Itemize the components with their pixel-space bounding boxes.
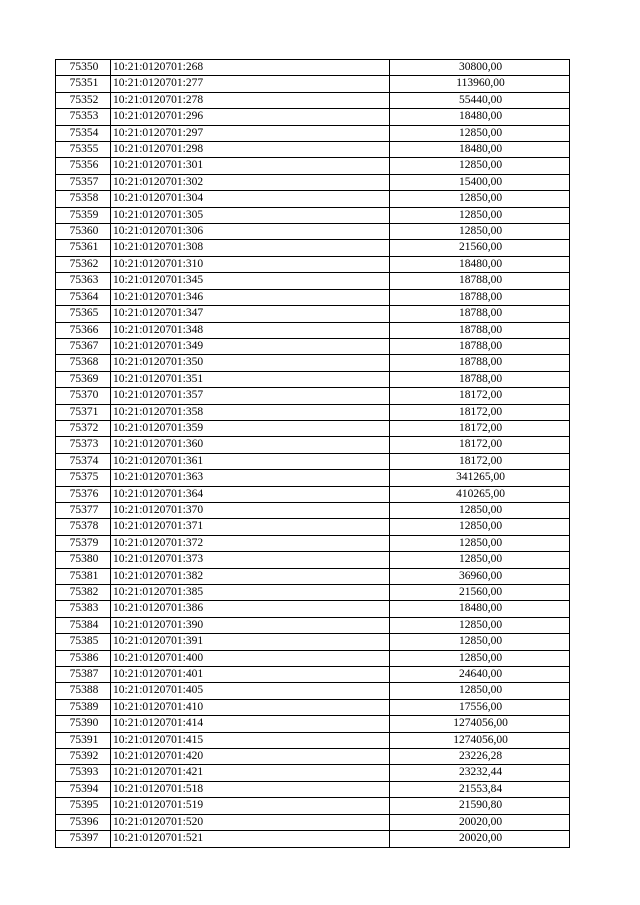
table-row <box>56 568 570 584</box>
row-number-cell: 75353 <box>56 109 111 125</box>
table-row <box>56 207 570 223</box>
cadastral-number-cell: 10:21:0120701:390 <box>111 617 390 633</box>
row-number-cell: 75377 <box>56 502 111 518</box>
cadastral-number-cell: 10:21:0120701:268 <box>111 60 390 76</box>
cadastral-value-cell: 12850,00 <box>390 191 570 207</box>
table-row <box>56 798 570 814</box>
cadastral-number-cell: 10:21:0120701:363 <box>111 470 390 486</box>
table-row <box>56 831 570 847</box>
cadastral-number-cell: 10:21:0120701:518 <box>111 781 390 797</box>
cadastral-number-cell: 10:21:0120701:345 <box>111 273 390 289</box>
table-row <box>56 371 570 387</box>
cadastral-value-cell: 12850,00 <box>390 158 570 174</box>
table-row <box>56 814 570 830</box>
row-number-cell: 75384 <box>56 617 111 633</box>
table-row <box>56 749 570 765</box>
row-number-cell: 75387 <box>56 667 111 683</box>
row-number-cell: 75394 <box>56 781 111 797</box>
table-row <box>56 502 570 518</box>
cadastral-number-cell: 10:21:0120701:373 <box>111 552 390 568</box>
row-number-cell: 75357 <box>56 174 111 190</box>
cadastral-number-cell: 10:21:0120701:372 <box>111 535 390 551</box>
cadastral-number-cell: 10:21:0120701:410 <box>111 699 390 715</box>
row-number-cell: 75393 <box>56 765 111 781</box>
table-row <box>56 437 570 453</box>
cadastral-value-cell: 113960,00 <box>390 76 570 92</box>
cadastral-number-cell: 10:21:0120701:520 <box>111 814 390 830</box>
table-body <box>56 60 570 848</box>
table-row <box>56 191 570 207</box>
row-number-cell: 75388 <box>56 683 111 699</box>
table-row <box>56 355 570 371</box>
cadastral-value-cell: 341265,00 <box>390 470 570 486</box>
cadastral-value-cell: 15400,00 <box>390 174 570 190</box>
table-row <box>56 765 570 781</box>
cadastral-value-cell: 18788,00 <box>390 273 570 289</box>
table-row <box>56 289 570 305</box>
table-row <box>56 617 570 633</box>
row-number-cell: 75356 <box>56 158 111 174</box>
cadastral-number-cell: 10:21:0120701:277 <box>111 76 390 92</box>
row-number-cell: 75355 <box>56 142 111 158</box>
row-number-cell: 75370 <box>56 388 111 404</box>
row-number-cell: 75373 <box>56 437 111 453</box>
row-number-cell: 75359 <box>56 207 111 223</box>
cadastral-number-cell: 10:21:0120701:519 <box>111 798 390 814</box>
cadastral-number-cell: 10:21:0120701:348 <box>111 322 390 338</box>
cadastral-value-cell: 18172,00 <box>390 420 570 436</box>
table-row <box>56 158 570 174</box>
cadastral-number-cell: 10:21:0120701:278 <box>111 92 390 108</box>
cadastral-number-cell: 10:21:0120701:302 <box>111 174 390 190</box>
cadastral-number-cell: 10:21:0120701:304 <box>111 191 390 207</box>
cadastral-value-cell: 18788,00 <box>390 289 570 305</box>
cadastral-value-cell: 18480,00 <box>390 109 570 125</box>
cadastral-value-cell: 12850,00 <box>390 552 570 568</box>
cadastral-number-cell: 10:21:0120701:305 <box>111 207 390 223</box>
table-row <box>56 716 570 732</box>
cadastral-number-cell: 10:21:0120701:297 <box>111 125 390 141</box>
cadastral-number-cell: 10:21:0120701:364 <box>111 486 390 502</box>
cadastral-number-cell: 10:21:0120701:371 <box>111 519 390 535</box>
cadastral-value-cell: 23232,44 <box>390 765 570 781</box>
cadastral-value-cell: 1274056,00 <box>390 732 570 748</box>
cadastral-number-cell: 10:21:0120701:370 <box>111 502 390 518</box>
cadastral-number-cell: 10:21:0120701:521 <box>111 831 390 847</box>
table-row <box>56 256 570 272</box>
cadastral-number-cell: 10:21:0120701:349 <box>111 338 390 354</box>
cadastral-number-cell: 10:21:0120701:421 <box>111 765 390 781</box>
cadastral-value-cell: 12850,00 <box>390 502 570 518</box>
cadastral-value-cell: 21553,84 <box>390 781 570 797</box>
cadastral-value-cell: 410265,00 <box>390 486 570 502</box>
row-number-cell: 75374 <box>56 453 111 469</box>
row-number-cell: 75361 <box>56 240 111 256</box>
cadastral-value-cell: 18172,00 <box>390 404 570 420</box>
cadastral-number-cell: 10:21:0120701:405 <box>111 683 390 699</box>
cadastral-number-cell: 10:21:0120701:385 <box>111 585 390 601</box>
table-row <box>56 338 570 354</box>
table-row <box>56 306 570 322</box>
row-number-cell: 75358 <box>56 191 111 207</box>
row-number-cell: 75354 <box>56 125 111 141</box>
cadastral-number-cell: 10:21:0120701:386 <box>111 601 390 617</box>
row-number-cell: 75382 <box>56 585 111 601</box>
cadastral-number-cell: 10:21:0120701:358 <box>111 404 390 420</box>
row-number-cell: 75385 <box>56 634 111 650</box>
cadastral-value-cell: 23226,28 <box>390 749 570 765</box>
table-row <box>56 174 570 190</box>
table-row <box>56 322 570 338</box>
table-row <box>56 388 570 404</box>
cadastral-value-cell: 18788,00 <box>390 338 570 354</box>
row-number-cell: 75380 <box>56 552 111 568</box>
row-number-cell: 75379 <box>56 535 111 551</box>
cadastral-value-cell: 30800,00 <box>390 60 570 76</box>
table-row <box>56 519 570 535</box>
table-row <box>56 585 570 601</box>
cadastral-number-cell: 10:21:0120701:360 <box>111 437 390 453</box>
table-row <box>56 634 570 650</box>
table-row <box>56 142 570 158</box>
row-number-cell: 75375 <box>56 470 111 486</box>
table-row <box>56 109 570 125</box>
table-row <box>56 535 570 551</box>
cadastral-value-cell: 12850,00 <box>390 617 570 633</box>
cadastral-number-cell: 10:21:0120701:357 <box>111 388 390 404</box>
cadastral-number-cell: 10:21:0120701:359 <box>111 420 390 436</box>
row-number-cell: 75350 <box>56 60 111 76</box>
table-row <box>56 699 570 715</box>
cadastral-value-cell: 12850,00 <box>390 125 570 141</box>
cadastral-value-cell: 18480,00 <box>390 256 570 272</box>
cadastral-value-cell: 12850,00 <box>390 650 570 666</box>
row-number-cell: 75392 <box>56 749 111 765</box>
cadastral-value-cell: 20020,00 <box>390 831 570 847</box>
cadastral-value-cell: 18788,00 <box>390 355 570 371</box>
table-row <box>56 240 570 256</box>
row-number-cell: 75376 <box>56 486 111 502</box>
cadastral-value-cell: 18480,00 <box>390 601 570 617</box>
row-number-cell: 75395 <box>56 798 111 814</box>
cadastral-number-cell: 10:21:0120701:350 <box>111 355 390 371</box>
row-number-cell: 75396 <box>56 814 111 830</box>
row-number-cell: 75381 <box>56 568 111 584</box>
row-number-cell: 75390 <box>56 716 111 732</box>
cadastral-number-cell: 10:21:0120701:351 <box>111 371 390 387</box>
cadastral-value-cell: 18480,00 <box>390 142 570 158</box>
table-row <box>56 273 570 289</box>
cadastral-value-cell: 20020,00 <box>390 814 570 830</box>
row-number-cell: 75363 <box>56 273 111 289</box>
row-number-cell: 75391 <box>56 732 111 748</box>
row-number-cell: 75368 <box>56 355 111 371</box>
cadastral-value-cell: 36960,00 <box>390 568 570 584</box>
cadastral-number-cell: 10:21:0120701:301 <box>111 158 390 174</box>
cadastral-number-cell: 10:21:0120701:414 <box>111 716 390 732</box>
cadastral-value-cell: 12850,00 <box>390 535 570 551</box>
cadastral-value-cell: 18788,00 <box>390 322 570 338</box>
row-number-cell: 75351 <box>56 76 111 92</box>
cadastral-value-cell: 12850,00 <box>390 519 570 535</box>
cadastral-number-cell: 10:21:0120701:400 <box>111 650 390 666</box>
cadastral-value-cell: 18172,00 <box>390 437 570 453</box>
cadastral-value-cell: 17556,00 <box>390 699 570 715</box>
cadastral-number-cell: 10:21:0120701:391 <box>111 634 390 650</box>
row-number-cell: 75383 <box>56 601 111 617</box>
table-row <box>56 125 570 141</box>
row-number-cell: 75372 <box>56 420 111 436</box>
cadastral-value-cell: 24640,00 <box>390 667 570 683</box>
row-number-cell: 75352 <box>56 92 111 108</box>
table-row <box>56 781 570 797</box>
cadastral-value-cell: 18788,00 <box>390 306 570 322</box>
cadastral-value-cell: 21590,80 <box>390 798 570 814</box>
cadastral-value-cell: 21560,00 <box>390 240 570 256</box>
cadastral-value-cell: 55440,00 <box>390 92 570 108</box>
table-row <box>56 683 570 699</box>
cadastral-value-cell: 12850,00 <box>390 207 570 223</box>
cadastral-value-cell: 12850,00 <box>390 634 570 650</box>
row-number-cell: 75365 <box>56 306 111 322</box>
row-number-cell: 75360 <box>56 224 111 240</box>
row-number-cell: 75397 <box>56 831 111 847</box>
table-row <box>56 453 570 469</box>
cadastral-number-cell: 10:21:0120701:420 <box>111 749 390 765</box>
cadastral-number-cell: 10:21:0120701:361 <box>111 453 390 469</box>
table-row <box>56 650 570 666</box>
cadastral-value-cell: 1274056,00 <box>390 716 570 732</box>
table-row <box>56 420 570 436</box>
cadastral-number-cell: 10:21:0120701:308 <box>111 240 390 256</box>
table-row <box>56 470 570 486</box>
cadastral-number-cell: 10:21:0120701:415 <box>111 732 390 748</box>
cadastral-number-cell: 10:21:0120701:310 <box>111 256 390 272</box>
table-row <box>56 732 570 748</box>
row-number-cell: 75369 <box>56 371 111 387</box>
cadastral-value-cell: 18788,00 <box>390 371 570 387</box>
cadastral-value-table <box>55 59 570 848</box>
cadastral-number-cell: 10:21:0120701:296 <box>111 109 390 125</box>
cadastral-value-cell: 12850,00 <box>390 683 570 699</box>
cadastral-number-cell: 10:21:0120701:298 <box>111 142 390 158</box>
cadastral-number-cell: 10:21:0120701:401 <box>111 667 390 683</box>
row-number-cell: 75378 <box>56 519 111 535</box>
cadastral-value-cell: 21560,00 <box>390 585 570 601</box>
cadastral-number-cell: 10:21:0120701:306 <box>111 224 390 240</box>
row-number-cell: 75386 <box>56 650 111 666</box>
cadastral-number-cell: 10:21:0120701:382 <box>111 568 390 584</box>
table-row <box>56 486 570 502</box>
cadastral-value-cell: 12850,00 <box>390 224 570 240</box>
row-number-cell: 75362 <box>56 256 111 272</box>
row-number-cell: 75367 <box>56 338 111 354</box>
row-number-cell: 75389 <box>56 699 111 715</box>
table-row <box>56 601 570 617</box>
cadastral-value-cell: 18172,00 <box>390 388 570 404</box>
row-number-cell: 75366 <box>56 322 111 338</box>
table-row <box>56 404 570 420</box>
row-number-cell: 75364 <box>56 289 111 305</box>
table-row <box>56 92 570 108</box>
table-row <box>56 552 570 568</box>
table-row <box>56 60 570 76</box>
table-row <box>56 224 570 240</box>
row-number-cell: 75371 <box>56 404 111 420</box>
cadastral-number-cell: 10:21:0120701:346 <box>111 289 390 305</box>
table-row <box>56 667 570 683</box>
cadastral-value-cell: 18172,00 <box>390 453 570 469</box>
cadastral-number-cell: 10:21:0120701:347 <box>111 306 390 322</box>
table-row <box>56 76 570 92</box>
